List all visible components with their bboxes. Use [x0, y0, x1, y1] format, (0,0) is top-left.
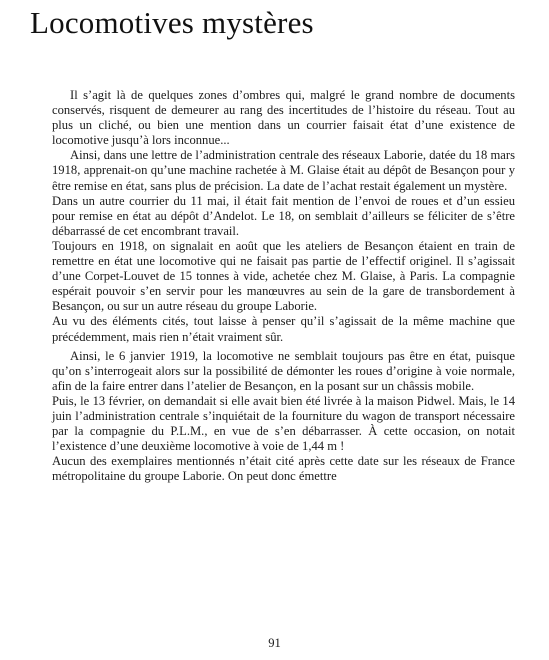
page-number: 91 [268, 636, 281, 650]
paragraph-janvier-1919: Ainsi, le 6 janvier 1919, la locomotive ne semblait toujours pas être en état, puisque qu’on s’interrogeait alors sur la possibilité de démonter les roues d’origine à voie normale, afin de la faire entrer dans l’atelier de Besançon, en la posant sur un châssis mobile. [52, 348, 515, 393]
paragraph-courrier-11-mai: Dans un autre courrier du 11 mai, il était fait mention de l’envoi de roues et d’un essieu pour remise en état au dépôt d’Andelot. Le 18, on semblait d’ailleurs se féliciter de s’être débarrassé de cet encombrant travail. [52, 193, 515, 238]
paragraph-fevrier-juin: Puis, le 13 février, on demandait si elle avait bien été livrée à la maison Pidwel. Mais, le 14 juin l’administration centrale s’inquiétait de la fourniture du wagon de transport nécessaire par la compagnie du P.L.M., en vue de s’en débarrasser. À cette occasion, on notait l’existence d’une deuxième locomotive à voie de 1,44 m ! [52, 393, 515, 454]
body-text [52, 88, 515, 484]
paragraph-aout-1918: Toujours en 1918, on signalait en août que les ateliers de Besançon étaient en train de remettre en état une locomotive qui ne faisait pas partie de l’effectif originel. Il s’agissait d’une Corpet-Louvet de 15 tonnes à vide, achetée chez M. Glaise, à Paris. La compagnie espérait pouvoir s’en servir pour les manœuvres au sein de la gare de transbordement à Besançon, ou sur un autre réseau du groupe Laborie. [52, 238, 515, 314]
paragraph-aucun-exemplaire: Aucun des exemplaires mentionnés n’était cité après cette date sur les réseaux de France métropolitaine du groupe Laborie. On peut donc émettre [52, 454, 515, 484]
paragraph-elements-cites: Au vu des éléments cités, tout laisse à penser qu’il s’agissait de la même machine que précédemment, mais rien n’était vraiment sûr. [52, 314, 515, 344]
chapter-title: Locomotives mystères [30, 5, 314, 40]
paragraph-intro: Il s’agit là de quelques zones d’ombres qui, malgré le grand nombre de documents conservés, risquent de demeurer au rang des incertitudes de l’histoire du réseau. Tout au plus un cliché, ou bien une mention dans un courrier faisait état d’une existence de locomotive jusqu’à lors inconnue... [52, 88, 515, 148]
paragraph-letter-march-1918: Ainsi, dans une lettre de l’administration centrale des réseaux Laborie, datée du 18 mars 1918, apprenait-on qu’une machine rachetée à M. Glaise était au dépôt de Besançon pour y être remise en état, sans plus de précision. La date de l’achat restait également un mystère. [52, 148, 515, 193]
